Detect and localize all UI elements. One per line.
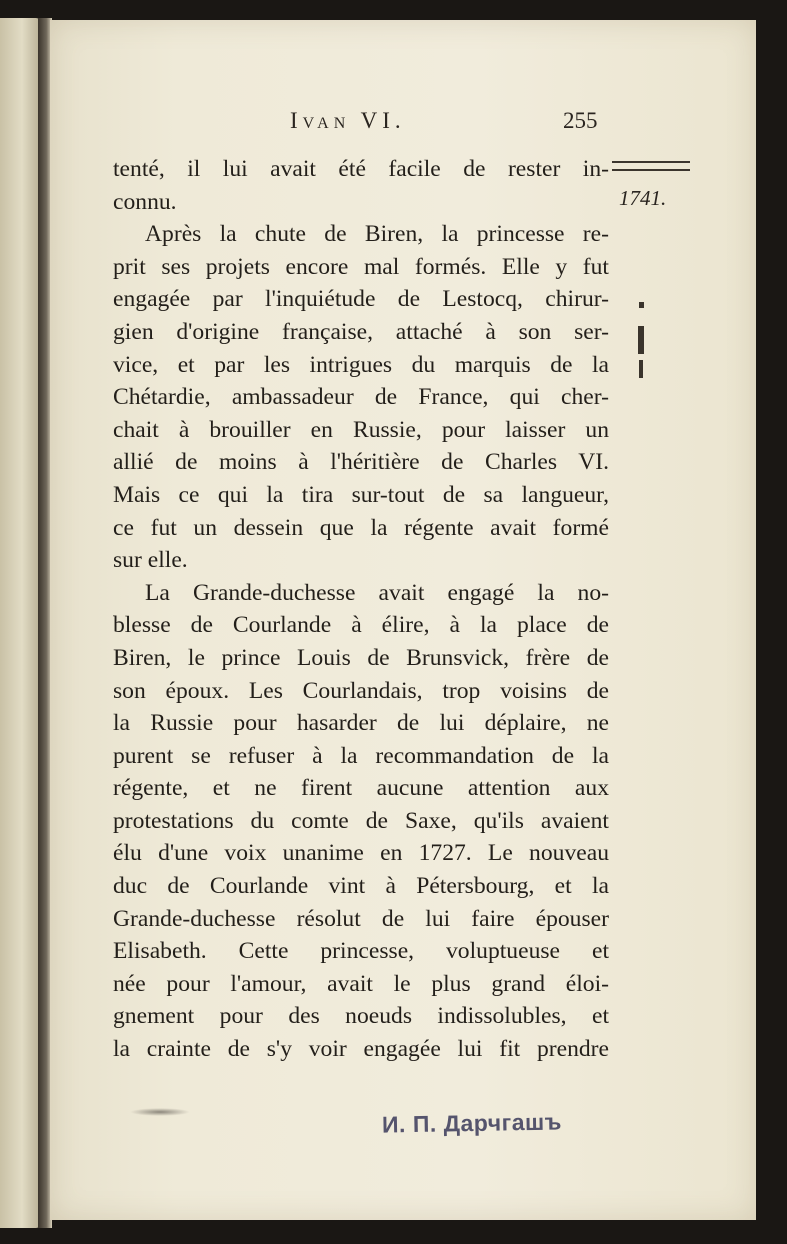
text-line: gien d'origine française, attaché à son ser- [113,318,609,345]
text-line: Elisabeth. Cette princesse, voluptueuse et [113,938,609,965]
ownership-stamp: И. П. Дарчгашъ [381,1108,563,1138]
text-line: prit ses projets encore mal formés. Elle y fut [113,253,609,280]
text-line: Mais ce qui la tira sur-tout de sa langueur, [113,481,609,508]
text-line: son époux. Les Courlandais, trop voisins de [113,677,609,704]
margin-ink-mark [636,300,646,400]
text-line: vice, et par les intrigues du marquis de la [113,351,609,378]
text-line: ce fut un dessein que la régente avait formé [113,514,609,541]
margin-rule [612,161,690,171]
running-head-title: Ivan VI. [290,108,406,133]
text-line: protestations du comte de Saxe, qu'ils avaient [113,807,609,834]
text-line: la crainte de s'y voir engagée lui fit prendre [113,1036,609,1063]
text-line: Après la chute de Biren, la princesse re- [145,221,609,248]
text-line: allié de moins à l'héritière de Charles VI. [113,449,609,476]
text-line: née pour l'amour, avait le plus grand éloi- [113,970,609,997]
text-line: Chétardie, ambassadeur de France, qui cher- [113,384,609,411]
text-line: connu. [113,188,177,215]
ink-smudge [130,1108,190,1116]
page-body-text [113,153,609,1066]
text-line: régente, et ne firent aucune attention aux [113,775,609,802]
margin-year-note: 1741. [619,186,667,210]
text-line: gnement pour des noeuds indissolubles, et [113,1003,609,1030]
text-line: tenté, il lui avait été facile de rester in- [113,156,609,182]
text-line: purent se refuser à la recommandation de la [113,742,609,769]
text-line: sur elle. [113,547,188,574]
text-line: la Russie pour hasarder de lui déplaire, ne [113,710,609,737]
text-line: élu d'une voix unanime en 1727. Le nouveau [113,840,609,867]
text-line: Grande-duchesse résolut de lui faire épouser [113,905,609,932]
text-line: blesse de Courlande à élire, à la place de [113,612,609,639]
running-head [0,108,787,144]
text-line: Biren, le prince Louis de Brunsvick, frère de [113,644,609,671]
page-number: 255 [563,108,598,133]
text-line: duc de Courlande vint à Pétersbourg, et la [113,873,609,900]
text-line: chait à brouiller en Russie, pour laisser un [113,416,609,443]
text-line: engagée par l'inquiétude de Lestocq, chirur- [113,286,609,313]
facing-page-edge [0,18,40,1228]
text-line: La Grande-duchesse avait engagé la no- [145,579,609,606]
